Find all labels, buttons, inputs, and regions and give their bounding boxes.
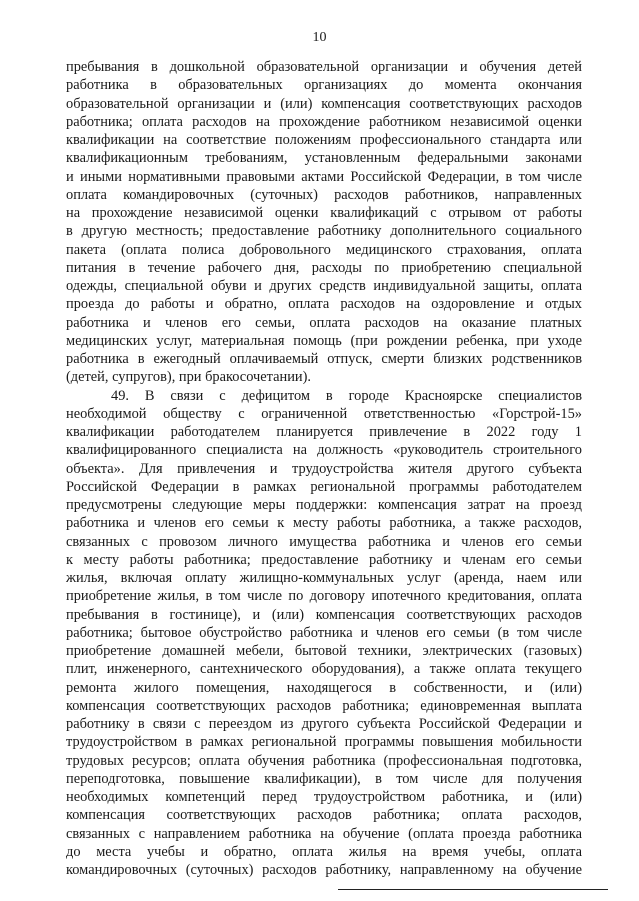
document-body [66,58,582,879]
text-line: работника; бытовое обустройство работника и членов его семьи (в том числе [66,624,582,641]
page-number: 10 [312,30,327,45]
text-line: пребывания в дошкольной образовательной организации и обучения детей [66,59,582,75]
text-line: оплата командировочных (суточных) расходов работников, направленных [66,186,582,203]
text-line: жилья, включая оплату жилищно-коммунальных услуг (аренда, наем или [66,570,582,586]
text-line: связанных с провозом личного имущества работника и членов его семьи [66,533,582,550]
text-line: необходимой обществу с ограниченной ответственностью «Горстрой-15» [66,405,582,422]
text-line: к месту работы работника; предоставление работнику и членам его семьи [66,551,582,568]
text-line: трудоустройством в рамках региональной программы повышения мобильности [66,734,582,751]
text-line: работника в образовательных организациях до момента окончания [66,77,582,94]
text-line: в другую местность; предоставление работнику дополнительного социального [66,223,582,240]
text-line: работника в ежегодный оплачиваемый отпуск, смерти близких родственников [66,351,582,367]
text-line: Российской Федерации в рамках региональной программы работодателем [66,478,582,495]
text-line: предусмотрены следующие меры поддержки: компенсация затрат на проезд [66,497,582,513]
text-line: медицинских услуг, материальная помощь (при рождении ребенка, при уходе [66,332,582,349]
text-line: квалификационным требованиям, установленным федеральными законами [66,150,582,167]
text-line: объекта». Для привлечения и трудоустройства жителя другого субъекта [66,460,582,477]
text-line: пребывания в гостинице), и (или) компенсация соответствующих расходов [66,606,582,623]
text-line: командировочных (суточных) расходов работнику, направленному на обучение [66,862,582,878]
text-line: работника; оплата расходов на прохождение работником независимой оценки [66,113,582,130]
text-line: компенсация соответствующих расходов работника; оплата расходов, [66,807,582,824]
text-line: работника и членов его семьи к месту работы работника, а также расходов, [66,515,582,532]
text-line: трудовых ресурсов; оплата обучения работника (профессиональная подготовка, [66,752,582,769]
text-line: необходимых компетенций перед трудоустройством работника, и (или) [66,789,582,805]
text-line: работника и членов его семьи, оплата расходов на оказание платных [66,314,582,331]
text-line: квалифицированного специалиста на должность «руководитель строительного [66,442,582,459]
text-line: на прохождение независимой оценки квалификаций с отрывом от работы [66,205,582,221]
text-line: (детей, супругов), при бракосочетании). [66,369,311,386]
text-line: компенсация соответствующих расходов работника; единовременная выплата [66,697,582,714]
text-line: ремонта жилого помещения, находящегося в собственности, и (или) [66,679,582,696]
text-line: плит, инженерного, сантехнического оборудования), а также оплата текущего [66,661,582,678]
text-line: питания в течение рабочего дня, расходы по приобретению специальной [66,259,582,276]
paragraph-49-start: 49. В связи с дефицитом в городе Красноярске специалистов [111,387,582,404]
text-line: и иными нормативными правовыми актами Российской Федерации, в том числе [66,168,582,185]
footer-divider [338,889,608,890]
text-line: приобретение домашней мебели, бытовой техники, электрических (газовых) [66,643,582,659]
text-line: пакета (оплата полиса добровольного медицинского страхования, оплата [66,241,582,258]
text-line: переподготовка, повышение квалификации), в том числе для получения [66,770,582,787]
text-line: образовательной организации и (или) компенсация соответствующих расходов [66,95,582,112]
text-line: приобретение жилья, в том числе по договору ипотечного кредитования, оплата [66,588,582,605]
text-line: одежды, специальной обуви и других средств индивидуальной защиты, оплата [66,278,582,294]
text-line: проезда до работы и обратно, оплата расходов на оздоровление и отдых [66,296,582,313]
text-line: работнику в связи с переездом из другого субъекта Российской Федерации и [66,716,582,732]
text-line: квалификации на соответствие положениям профессионального стандарта или [66,132,582,148]
text-line: до места учебы и обратно, оплата жилья на время учебы, оплата [66,843,582,860]
text-line: связанных с направлением работника на обучение (оплата проезда работника [66,825,582,842]
text-line: квалификации работодателем планируется привлечение в 2022 году 1 [66,424,582,440]
